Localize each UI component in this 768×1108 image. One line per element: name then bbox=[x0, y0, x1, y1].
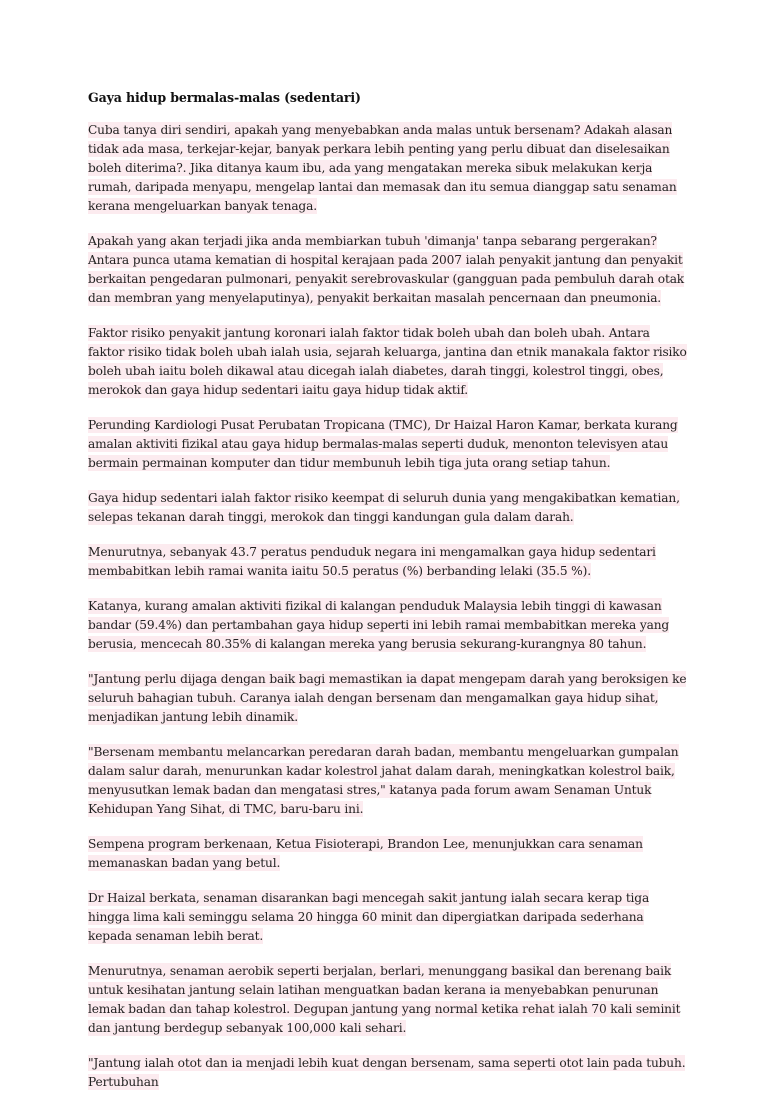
paragraph bbox=[88, 835, 688, 873]
paragraph-text: Apakah yang akan terjadi jika anda membiarkan tubuh 'dimanja' tanpa sebarang pergerakan? Antara punca utama kematian di hospital kerajaan pada 2007 ialah penyakit jantung dan penyakit berkaitan pengedaran pulmonari, penyakit serebrovaskular (gangguan pada pembuluh darah otak dan membran yang menyelaputinya), penyakit berkaitan masalah pencernaan dan pneumonia. bbox=[88, 234, 685, 305]
paragraph-text: Katanya, kurang amalan aktiviti fizikal di kalangan penduduk Malaysia lebih tinggi di kawasan bandar (59.4%) dan pertambahan gaya hidup seperti ini lebih ramai membabitkan mereka yang berusia, mencecah 80.35% di kalangan mereka yang berusia sekurang-kurangnya 80 tahun. bbox=[88, 599, 670, 651]
paragraph bbox=[88, 597, 688, 654]
paragraph-text: "Jantung ialah otot dan ia menjadi lebih kuat dengan bersenam, sama seperti otot lain pada tubuh. Pertubuhan bbox=[88, 1056, 686, 1089]
paragraph bbox=[88, 489, 688, 527]
paragraph bbox=[88, 543, 688, 581]
paragraph-text: Menurutnya, sebanyak 43.7 peratus penduduk negara ini mengamalkan gaya hidup sedentari membabitkan lebih ramai wanita iaitu 50.5 peratus (%) berbanding lelaki (35.5 %). bbox=[88, 545, 656, 578]
paragraph-text: Cuba tanya diri sendiri, apakah yang menyebabkan anda malas untuk bersenam? Adakah alasan tidak ada masa, terkejar-kejar, banyak perkara lebih penting yang perlu dibuat dan diselesaikan boleh diterima?. Jika ditanya kaum ibu, ada yang mengatakan mereka sibuk melakukan kerja rumah, daripada menyapu, mengelap lantai dan memasak dan itu semua dianggap satu senaman kerana mengeluarkan banyak tenaga. bbox=[88, 123, 677, 213]
paragraph bbox=[88, 121, 688, 216]
paragraph bbox=[88, 670, 688, 727]
paragraph-text: "Bersenam membantu melancarkan peredaran darah badan, membantu mengeluarkan gumpalan dalam salur darah, menurunkan kadar kolestrol jahat dalam darah, meningkatkan kolestrol baik, menyusutkan lemak badan dan mengatasi stres," katanya pada forum awam Senaman Untuk Kehidupan Yang Sihat, di TMC, baru-baru ini. bbox=[88, 745, 679, 816]
paragraph-text: Perunding Kardiologi Pusat Perubatan Tropicana (TMC), Dr Haizal Haron Kamar, berkata kurang amalan aktiviti fizikal atau gaya hidup bermalas-malas seperti duduk, menonton televisyen atau bermain permainan komputer dan tidur membunuh lebih tiga juta orang setiap tahun. bbox=[88, 418, 678, 470]
paragraph-text: "Jantung perlu dijaga dengan baik bagi memastikan ia dapat mengepam darah yang beroksigen ke seluruh bahagian tubuh. Caranya ialah dengan bersenam dan mengamalkan gaya hidup sihat, menjadikan jantung lebih dinamik. bbox=[88, 672, 687, 724]
document-body bbox=[88, 88, 688, 1108]
paragraph-text: Gaya hidup sedentari ialah faktor risiko keempat di seluruh dunia yang mengakibatkan kematian, selepas tekanan darah tinggi, merokok dan tinggi kandungan gula dalam darah. bbox=[88, 491, 680, 524]
document-title: Gaya hidup bermalas-malas (sedentari) bbox=[88, 90, 361, 105]
paragraph bbox=[88, 962, 688, 1038]
paragraph bbox=[88, 416, 688, 473]
paragraph-text: Menurutnya, senaman aerobik seperti berjalan, berlari, menunggang basikal dan berenang baik untuk kesihatan jantung selain latihan menguatkan badan kerana ia menyebabkan penurunan lemak badan dan tahap kolestrol. Degupan jantung yang normal ketika rehat ialah 70 kali seminit dan jantung berdegup sebanyak 100,000 kali sehari. bbox=[88, 964, 681, 1035]
paragraph bbox=[88, 324, 688, 400]
paragraph bbox=[88, 1054, 688, 1092]
paragraph bbox=[88, 232, 688, 308]
paragraph-text: Sempena program berkenaan, Ketua Fisioterapi, Brandon Lee, menunjukkan cara senaman memanaskan badan yang betul. bbox=[88, 837, 643, 870]
paragraph-text: Dr Haizal berkata, senaman disarankan bagi mencegah sakit jantung ialah secara kerap tiga hingga lima kali seminggu selama 20 hingga 60 minit dan dipergiatkan daripada sederhana kepada senaman lebih berat. bbox=[88, 891, 650, 943]
paragraph-text: Faktor risiko penyakit jantung koronari ialah faktor tidak boleh ubah dan boleh ubah. Antara faktor risiko tidak boleh ubah ialah usia, sejarah keluarga, jantina dan etnik manakala faktor risiko boleh ubah iaitu boleh dikawal atau dicegah ialah diabetes, darah tinggi, kolestrol tinggi, obes, merokok dan gaya hidup sedentari iaitu gaya hidup tidak aktif. bbox=[88, 326, 687, 397]
paragraph bbox=[88, 889, 688, 946]
paragraph bbox=[88, 743, 688, 819]
